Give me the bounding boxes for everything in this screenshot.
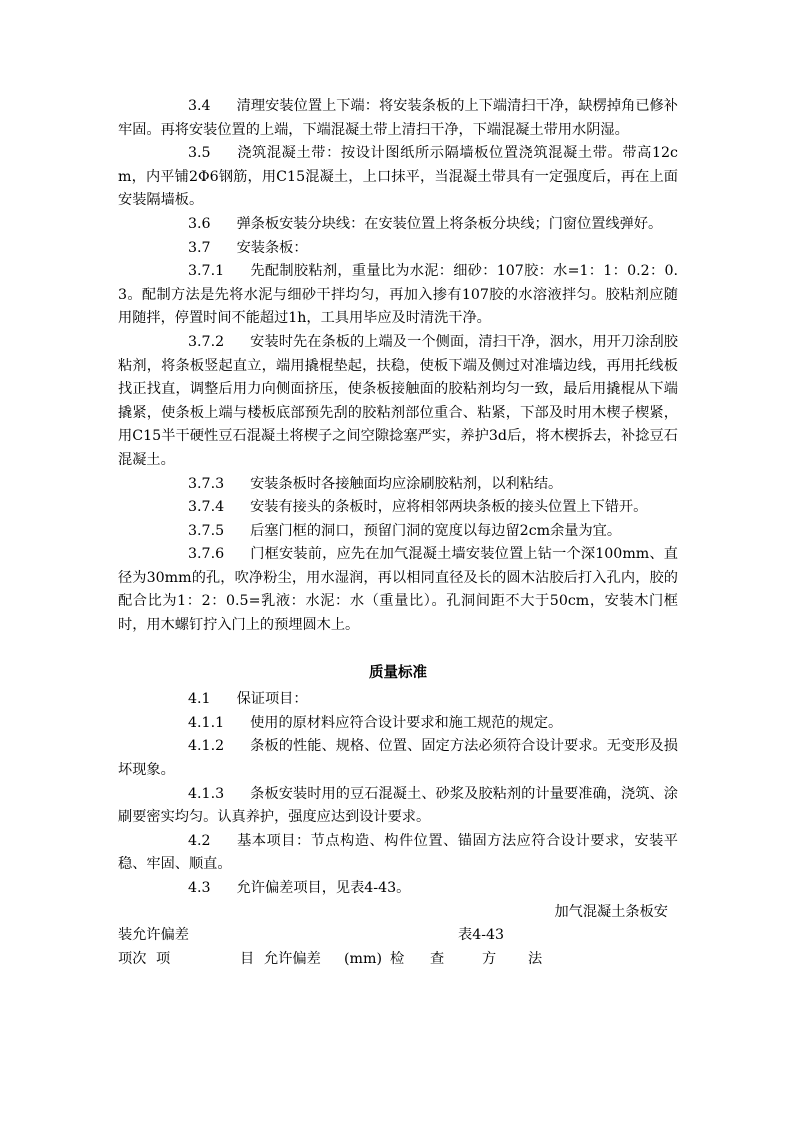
- paragraph-number: 3.7.4: [188, 499, 225, 516]
- paragraph: [118, 237, 678, 261]
- paragraph-text: 安装有接头的条板时，应将相邻两块条板的接头位置上下错开。: [250, 499, 648, 516]
- paragraph-number: 4.1.1: [188, 714, 225, 731]
- paragraph-number: 3.7.2: [188, 333, 225, 350]
- construction-steps: [118, 95, 678, 638]
- paragraph-text: 使用的原材料应符合设计要求和施工规范的规定。: [250, 714, 563, 731]
- document-page: [118, 95, 678, 971]
- paragraph: [118, 142, 678, 213]
- paragraph-number: 3.5: [188, 145, 211, 162]
- paragraph: [118, 877, 678, 901]
- table-header-cell: 目: [240, 950, 255, 967]
- quality-standards: [118, 688, 678, 900]
- paragraph-text: 门框安装前，应先在加气混凝土墙安装位置上钻一个深100mm、直径为30mm的孔，吹净粉尘，用水湿润，再以相同直径及长的圆木沾胶后打入孔内，胶的配合比为1：2：0.5=乳液：水泥：水（重量比）。孔洞间距不大于50cm，安装木门框时，用木螺钉拧入门上的预埋圆木上。: [118, 546, 678, 634]
- table-header-cell: 项次: [118, 950, 147, 967]
- table-header-cell: 允许偏差: [264, 950, 321, 967]
- table-caption-line: [118, 924, 678, 948]
- paragraph-number: 3.7.3: [188, 475, 225, 492]
- paragraph: [118, 95, 678, 142]
- paragraph: [118, 735, 678, 782]
- paragraph-number: 4.3: [188, 880, 211, 896]
- table-header-row: [118, 948, 678, 972]
- paragraph-text: 清理安装位置上下端：将安装条板的上下端清扫干净，缺楞掉角已修补牢固。再将安装位置的上端，下端混凝土带上清扫干净，下端混凝土带用水阴湿。: [118, 98, 678, 138]
- paragraph: [118, 520, 678, 544]
- paragraph: [118, 830, 678, 877]
- paragraph-text: 条板安装时用的豆石混凝土、砂浆及胶粘剂的计量要准确，浇筑、涂刷要密实均匀。认真养护，强度应达到设计要求。: [118, 785, 678, 826]
- paragraph-number: 3.7.6: [188, 546, 225, 563]
- paragraph: [118, 712, 678, 736]
- paragraph-text: 弹条板安装分块线：在安装位置上将条板分块线；门窗位置线弹好。: [236, 215, 663, 232]
- paragraph: [118, 260, 678, 331]
- table-header-cell: (mm): [344, 950, 382, 967]
- paragraph-text: 基本项目：节点构造、构件位置、锚固方法应符合设计要求，安装平稳、牢固、顺直。: [118, 832, 678, 873]
- table-number: 表4-43: [458, 927, 505, 944]
- paragraph-text: 后塞门框的洞口，预留门洞的宽度以每边留2cm余量为宜。: [250, 522, 622, 539]
- paragraph: [118, 688, 678, 712]
- paragraph: [118, 473, 678, 497]
- paragraph-number: 3.4: [188, 98, 211, 114]
- paragraph-text: 条板的性能、规格、位置、固定方法必须符合设计要求。无变形及损坏现象。: [118, 738, 678, 779]
- paragraph-number: 3.7: [188, 239, 211, 256]
- paragraph: [118, 543, 678, 637]
- paragraph-number: 3.7.5: [188, 522, 225, 539]
- paragraph: [118, 331, 678, 473]
- paragraph-text: 先配制胶粘剂，重量比为水泥：细砂：107胶：水=1：1：0.2：0.3。配制方法是先将水泥与细砂干拌均匀，再加入掺有107胶的水溶液拌匀。胶粘剂应随用随拌，停置时间不能超过1h，工具用毕应及时清洗干净。: [118, 263, 678, 327]
- paragraph-number: 4.1.3: [188, 785, 225, 802]
- paragraph-text: 允许偏差项目，见表4-43。: [236, 880, 411, 896]
- table-caption-part1: 加气混凝土条板安: [554, 903, 668, 920]
- table-caption-part2: 装允许偏差: [118, 927, 189, 944]
- paragraph: [118, 213, 678, 237]
- paragraph-text: 安装时先在条板的上端及一个侧面，清扫干净，洇水，用开刀涂刮胶粘剂，将条板竖起直立，端用撬棍垫起，扶稳，使板下端及侧过对准墙边线，再用托线板找正找直，调整后用力向侧面挤压，使条板接触面的胶粘剂均匀一致，最后用撬棍从下端撬紧，使条板上端与楼板底部预先刮的胶粘剂部位重合、粘紧，下部及时用木楔子楔紧，用C15半干硬性豆石混凝土将楔子之间空隙捻塞严实，养护3d后，将木楔拆去，补捻豆石混凝土。: [118, 333, 678, 468]
- table-header-cell: 法: [528, 950, 543, 967]
- paragraph: [118, 783, 678, 830]
- paragraph-number: 4.1: [188, 691, 211, 708]
- paragraph-number: 3.7.1: [188, 263, 225, 280]
- table-header-cell: 方: [482, 950, 497, 967]
- paragraph-number: 4.1.2: [188, 738, 225, 755]
- paragraph-number: 3.6: [188, 215, 211, 232]
- table-header-cell: 查: [430, 950, 445, 967]
- paragraph-text: 保证项目：: [236, 691, 308, 708]
- table-header-cell: 检: [390, 950, 405, 967]
- paragraph-text: 浇筑混凝土带：按设计图纸所示隔墙板位置浇筑混凝土带。带高12cm，内平铺2Φ6钢筋，用C15混凝土，上口抹平，当混凝土带具有一定强度后，再在上面安装隔墙板。: [118, 145, 678, 209]
- table-header-cell: 项: [156, 950, 171, 967]
- paragraph-text: 安装条板：: [236, 239, 308, 256]
- paragraph: [118, 496, 678, 520]
- paragraph-text: 安装条板时各接触面均应涂刷胶粘剂，以利粘结。: [250, 475, 563, 492]
- paragraph-number: 4.2: [188, 832, 211, 849]
- section-title: 质量标准: [369, 664, 427, 681]
